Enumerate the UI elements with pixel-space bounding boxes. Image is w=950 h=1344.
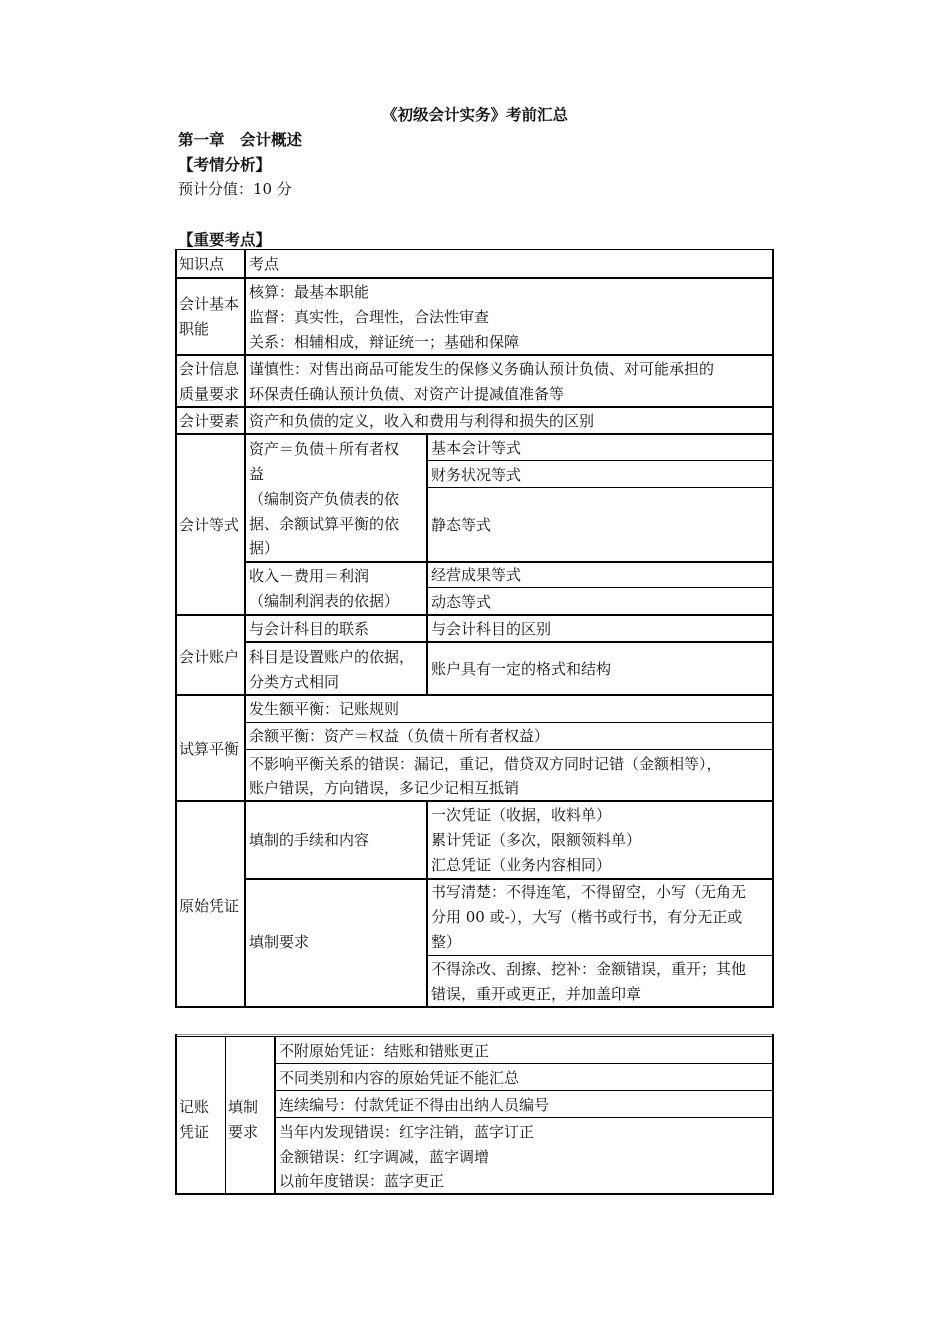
cell-text: 谨慎性：对售出商品可能发生的保修义务确认预计负债、对可能承担的 [249, 360, 715, 378]
chapter-heading: 第一章 会计概述 [178, 130, 303, 149]
row-label-elements: 会计要素 [179, 412, 240, 430]
cell-text: 不影响平衡关系的错误：漏记，重记，借贷双方同时记错（金额相等）， [249, 755, 722, 773]
cell-text: 基本会计等式 [431, 439, 522, 457]
row-label-basic-functions: 会计基本 [179, 295, 240, 313]
cell-text: 核算：最基本职能 [249, 283, 370, 301]
cell-text: 错误，重开或更正，并加盖印章 [431, 985, 642, 1003]
row-label-bookkeeping: 记账 [179, 1098, 210, 1116]
cell-text: 环保责任确认预计负债、对资产计提减值准备等 [249, 385, 565, 403]
row-label-equations: 会计等式 [179, 516, 240, 534]
row-label-bookkeeping-2: 凭证 [179, 1123, 210, 1141]
cell-text: 不得涂改、刮擦、挖补：金额错误，重开；其他 [431, 960, 747, 978]
cell-text: 动态等式 [431, 593, 492, 611]
cell-text: 与会计科目的联系 [249, 620, 370, 638]
cell-text: 财务状况等式 [431, 466, 522, 484]
cell-text: （编制利润表的依据） [249, 592, 400, 610]
row-label-info-quality: 会计信息 [179, 360, 240, 378]
cell-text: （编制资产负债表的依 [249, 490, 400, 508]
header-exam-point: 考点 [249, 255, 280, 273]
cell-text: 据、余额试算平衡的依 [249, 515, 400, 533]
cell-text: 分用 00 或-），大写（楷书或行书，有分无正或 [431, 908, 743, 926]
cell-text: 余额平衡：资产＝权益（负债＋所有者权益） [249, 727, 550, 745]
cell-text: 据） [249, 539, 280, 557]
cell-text: 汇总凭证（业务内容相同） [431, 856, 612, 874]
cell-text: 发生额平衡：记账规则 [249, 700, 400, 718]
cell-text: 科目是设置账户的依据， [249, 648, 415, 666]
cell-text: 填制要求 [249, 933, 310, 951]
cell-text: 不同类别和内容的原始凭证不能汇总 [279, 1069, 520, 1087]
cell-text: 资产和负债的定义，收入和费用与利得和损失的区别 [249, 412, 595, 430]
row-label-info-quality-2: 质量要求 [179, 385, 240, 403]
cell-text: 金额错误：红字调减，蓝字调增 [279, 1148, 490, 1166]
cell-text: 一次凭证（收据，收料单） [431, 806, 612, 824]
cell-text: 账户具有一定的格式和结构 [431, 660, 612, 678]
row-label-basic-functions-2: 职能 [179, 320, 210, 338]
header-knowledge-point: 知识点 [179, 255, 225, 273]
cell-text: 监督：真实性，合理性，合法性审查 [249, 308, 490, 326]
row-label-trial-balance: 试算平衡 [179, 740, 240, 758]
row-label-original-vouchers: 原始凭证 [179, 897, 240, 915]
cell-text: 书写清楚：不得连笔，不得留空，小写（无角无 [431, 883, 747, 901]
cell-text: 关系：相辅相成，辩证统一；基础和保障 [249, 333, 520, 351]
cell-text: 填制的手续和内容 [249, 831, 370, 849]
expected-score: 预计分值：10 分 [178, 180, 292, 198]
row-label-accounts: 会计账户 [179, 648, 240, 666]
cell-text: 静态等式 [431, 516, 492, 534]
exam-analysis-heading: 【考情分析】 [178, 155, 272, 174]
sub-label-filling-2: 要求 [228, 1123, 259, 1141]
page-title: 《初级会计实务》考前汇总 [381, 105, 568, 124]
cell-text: 以前年度错误：蓝字更正 [279, 1172, 445, 1190]
cell-text: 经营成果等式 [431, 566, 522, 584]
sub-label-filling: 填制 [228, 1098, 259, 1116]
key-points-heading: 【重要考点】 [178, 230, 272, 249]
cell-text: 当年内发现错误：红字注销，蓝字订正 [279, 1123, 535, 1141]
cell-text: 整） [431, 933, 462, 951]
cell-text: 益 [249, 465, 265, 483]
cell-text: 与会计科目的区别 [431, 620, 552, 638]
cell-text: 连续编号：付款凭证不得由出纳人员编号 [279, 1096, 550, 1114]
cell-text: 不附原始凭证：结账和错账更正 [279, 1042, 490, 1060]
cell-text: 累计凭证（多次，限额领料单） [431, 831, 642, 849]
cell-text: 分类方式相同 [249, 673, 340, 691]
cell-text: 资产＝负债＋所有者权 [249, 440, 400, 458]
cell-text: 收入－费用＝利润 [249, 567, 370, 585]
cell-text: 账户错误，方向错误，多记少记相互抵销 [249, 779, 520, 797]
